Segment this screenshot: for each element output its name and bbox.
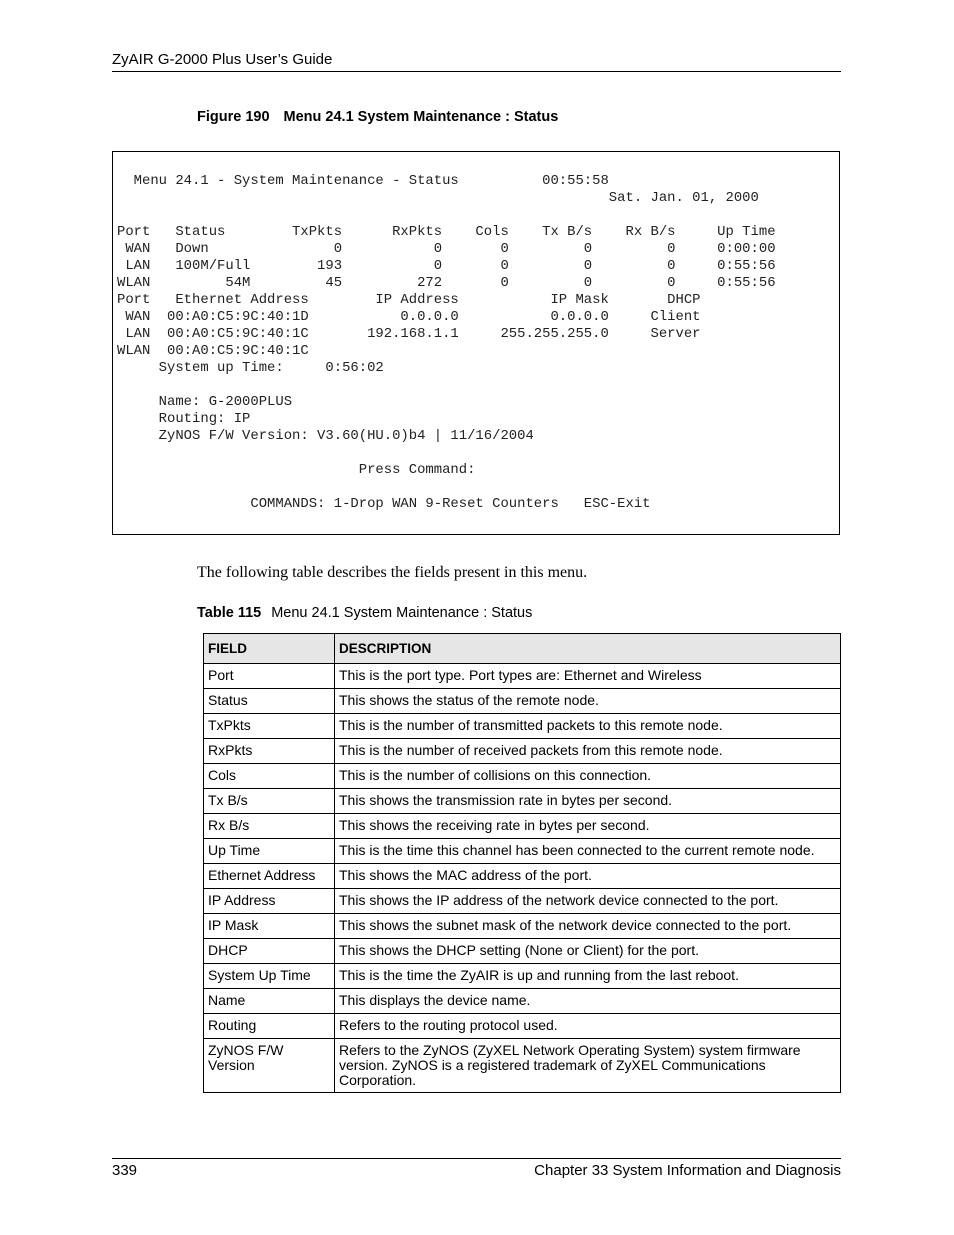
field-description-cell: This shows the subnet mask of the network device connected to the port.	[335, 914, 841, 939]
terminal-line: LAN 100M/Full 193 0 0 0 0 0:55:56	[117, 258, 776, 274]
field-name-cell: Rx B/s	[204, 814, 335, 839]
footer-divider	[112, 1158, 841, 1159]
table-title: Menu 24.1 System Maintenance : Status	[271, 605, 533, 621]
field-description-cell: This is the number of collisions on this connection.	[335, 764, 841, 789]
field-name-cell: IP Mask	[204, 914, 335, 939]
field-description-cell: This shows the receiving rate in bytes per second.	[335, 814, 841, 839]
table-row	[204, 764, 841, 789]
field-description-cell: Refers to the ZyNOS (ZyXEL Network Operating System) system firmware version. ZyNOS is a registered trademark of ZyXEL Communications Corporation.	[335, 1039, 841, 1093]
field-description-table	[203, 633, 841, 1093]
header-divider	[112, 71, 841, 72]
field-name-cell: System Up Time	[204, 964, 335, 989]
field-name-cell: DHCP	[204, 939, 335, 964]
table-row	[204, 939, 841, 964]
field-name-cell: Tx B/s	[204, 789, 335, 814]
table-row	[204, 864, 841, 889]
terminal-line: WLAN 54M 45 272 0 0 0 0:55:56	[117, 275, 776, 291]
field-description-cell: This is the number of transmitted packets to this remote node.	[335, 714, 841, 739]
field-description-cell: This displays the device name.	[335, 989, 841, 1014]
field-description-cell: This shows the DHCP setting (None or Client) for the port.	[335, 939, 841, 964]
field-name-cell: Ethernet Address	[204, 864, 335, 889]
field-name-cell: IP Address	[204, 889, 335, 914]
field-name-cell: ZyNOS F/W Version	[204, 1039, 335, 1093]
terminal-line: WAN Down 0 0 0 0 0 0:00:00	[117, 241, 776, 257]
table-row	[204, 689, 841, 714]
figure-title: Menu 24.1 System Maintenance : Status	[283, 109, 559, 125]
column-header-description: DESCRIPTION	[335, 634, 841, 664]
page-number: 339	[112, 1162, 138, 1179]
terminal-line: ZyNOS F/W Version: V3.60(HU.0)b4 | 11/16/2004	[117, 428, 534, 444]
field-description-cell: This shows the IP address of the network device connected to the port.	[335, 889, 841, 914]
table-row	[204, 989, 841, 1014]
table-row	[204, 914, 841, 939]
terminal-line: Port Status TxPkts RxPkts Cols Tx B/s Rx B/s Up Time	[117, 224, 776, 240]
terminal-line: Menu 24.1 - System Maintenance - Status 00:55:58	[117, 173, 609, 189]
terminal-line: COMMANDS: 1-Drop WAN 9-Reset Counters ESC-Exit	[117, 496, 651, 512]
figure-caption	[197, 108, 558, 126]
page-header-title: ZyAIR G-2000 Plus User’s Guide	[112, 51, 333, 68]
field-description-cell: This is the number of received packets from this remote node.	[335, 739, 841, 764]
table-row	[204, 739, 841, 764]
field-name-cell: TxPkts	[204, 714, 335, 739]
terminal-line: WAN 00:A0:C5:9C:40:1D 0.0.0.0 0.0.0.0 Client	[117, 309, 701, 325]
terminal-line: LAN 00:A0:C5:9C:40:1C 192.168.1.1 255.255.255.0 Server	[117, 326, 701, 342]
terminal-line: Port Ethernet Address IP Address IP Mask DHCP	[117, 292, 701, 308]
field-name-cell: Status	[204, 689, 335, 714]
terminal-line: WLAN 00:A0:C5:9C:40:1C	[117, 343, 309, 359]
terminal-line: Press Command:	[117, 462, 476, 478]
table-row	[204, 789, 841, 814]
field-description-cell: This is the time this channel has been connected to the current remote node.	[335, 839, 841, 864]
field-description-cell: This is the time the ZyAIR is up and running from the last reboot.	[335, 964, 841, 989]
field-name-cell: Cols	[204, 764, 335, 789]
table-row	[204, 964, 841, 989]
field-name-cell: RxPkts	[204, 739, 335, 764]
table-number: Table 115	[197, 605, 262, 621]
intro-paragraph: The following table describes the fields present in this menu.	[197, 564, 588, 581]
terminal-line: Routing: IP	[117, 411, 251, 427]
field-description-cell: Refers to the routing protocol used.	[335, 1014, 841, 1039]
field-description-cell: This is the port type. Port types are: Ethernet and Wireless	[335, 664, 841, 689]
terminal-line: Sat. Jan. 01, 2000	[117, 190, 759, 206]
table-row	[204, 664, 841, 689]
field-description-cell: This shows the MAC address of the port.	[335, 864, 841, 889]
table-caption	[197, 604, 532, 622]
table-row	[204, 1039, 841, 1093]
figure-number: Figure 190	[197, 109, 270, 125]
column-header-field: FIELD	[204, 634, 335, 664]
table-row	[204, 889, 841, 914]
terminal-line: Name: G-2000PLUS	[117, 394, 293, 410]
field-description-cell: This shows the transmission rate in bytes per second.	[335, 789, 841, 814]
field-name-cell: Routing	[204, 1014, 335, 1039]
field-name-cell: Name	[204, 989, 335, 1014]
table-row	[204, 1014, 841, 1039]
terminal-text	[117, 173, 776, 513]
terminal-screen	[112, 151, 840, 535]
terminal-line: System up Time: 0:56:02	[117, 360, 384, 376]
field-name-cell: Up Time	[204, 839, 335, 864]
field-description-cell: This shows the status of the remote node.	[335, 689, 841, 714]
table-header-row	[204, 634, 841, 664]
table-row	[204, 839, 841, 864]
table-row	[204, 814, 841, 839]
field-name-cell: Port	[204, 664, 335, 689]
chapter-title: Chapter 33 System Information and Diagnosis	[534, 1162, 841, 1179]
table-row	[204, 714, 841, 739]
